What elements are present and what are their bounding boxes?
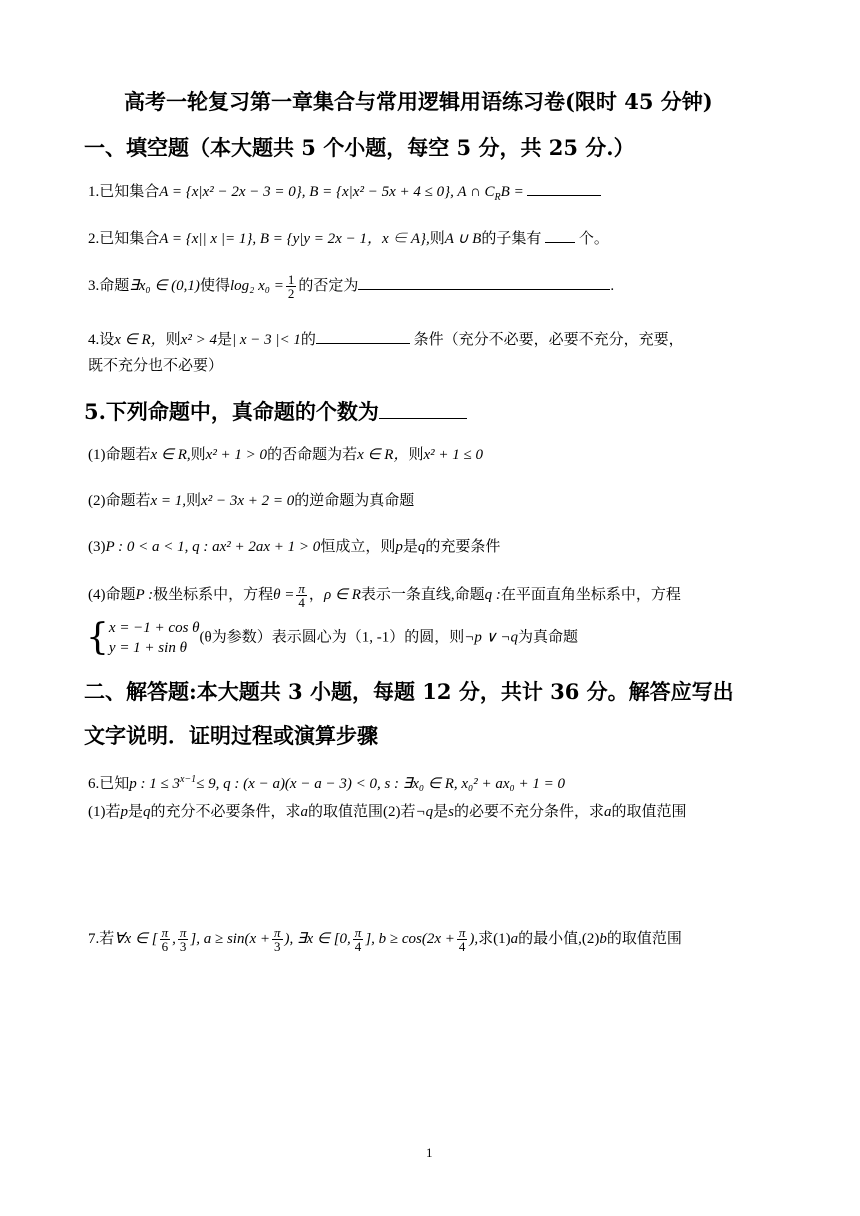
s4-math-5: ¬p ∨ ¬q xyxy=(464,629,518,646)
parametric-system xyxy=(109,618,200,658)
s4-text-6: (θ为参数）表示圆心为（1, -1）的圆，则 xyxy=(199,629,465,646)
q1-subscript: R xyxy=(494,192,501,203)
question-6 xyxy=(88,772,565,793)
s4-text-4: 表示一条直线,命题 xyxy=(360,586,485,603)
s3-text-3: 是 xyxy=(402,539,418,555)
s3-text-2: 恒成立，则 xyxy=(320,539,396,555)
question-4 xyxy=(88,328,684,349)
s4-text: (4)命题 xyxy=(88,586,136,603)
q7-text-2: 求(1) xyxy=(478,930,511,947)
q5-statement-3 xyxy=(88,535,500,556)
q6-math: p : 1 ≤ 3 xyxy=(129,776,180,792)
q3-fraction-denominator: 2 xyxy=(287,286,295,301)
question-5-heading xyxy=(84,396,467,426)
q7-math-3: ], a ≥ sin(x + xyxy=(190,930,270,947)
q7-f5-num: π xyxy=(458,925,466,940)
s2-text-3: 的逆命题为真命题 xyxy=(294,493,415,509)
q2-text-4: 个。 xyxy=(578,231,609,247)
s4-math-4: q : xyxy=(484,586,501,603)
q4-text-2: 则 xyxy=(165,332,181,348)
q2-math-2: A ∪ B xyxy=(444,231,482,247)
q7-fraction-4 xyxy=(353,926,364,953)
q3-end-period: . xyxy=(610,277,615,294)
q6-part-text-6: 的必要不充分条件，求 xyxy=(454,804,605,820)
q3-text-3: 的否定为 xyxy=(298,277,359,294)
q6-part-math-6: a xyxy=(604,804,612,820)
s1-math-4: x² + 1 ≤ 0 xyxy=(423,447,483,463)
q3-math: ∃x₀ ∈ (0,1) xyxy=(129,277,200,294)
q4-text: 设 xyxy=(99,332,115,348)
q2-text: 已知集合 xyxy=(99,231,160,247)
q2-number: 2. xyxy=(88,231,100,247)
q6-exponent: x−1 xyxy=(180,774,197,785)
q3-math-2: log₂ x₀ = xyxy=(229,277,284,294)
q7-number: 7. xyxy=(88,930,100,947)
question-6-parts xyxy=(88,800,687,821)
q6-number: 6. xyxy=(88,776,100,792)
q5-statement-2 xyxy=(88,489,414,510)
q7-math-5: ], b ≥ cos(2x + xyxy=(365,930,455,947)
q3-fraction xyxy=(286,273,297,300)
section-answer-heading-line-1: 二、解答题:本大题共 3 小题，每题 12 分，共计 36 分。解答应写出 xyxy=(84,679,734,704)
q3-text: 命题 xyxy=(99,277,130,294)
s3-text: (3) xyxy=(88,539,106,555)
q2-text-3: 的子集有 xyxy=(481,231,542,247)
q6-part-math: p xyxy=(120,804,128,820)
q1-math-end: B = xyxy=(500,184,528,200)
q7-text: 若 xyxy=(99,930,115,947)
q7-f2-den: 3 xyxy=(179,939,187,954)
left-brace-icon: { xyxy=(86,617,109,658)
q5-answer-blank xyxy=(379,400,467,419)
q6-part-math-3: a xyxy=(300,804,309,820)
s2-text: (2)命题若 xyxy=(88,493,151,509)
q4-text-3: 是 xyxy=(216,332,232,348)
q6-part-text-3: 的充分不必要条件，求 xyxy=(150,804,301,820)
s1-text-4: 则 xyxy=(408,447,424,463)
q7-f4-den: 4 xyxy=(354,939,362,954)
q1-math: A = {x|x² − 2x − 3 = 0}, B = {x|x² − 5x + 4 ≤ 0}, A ∩ C xyxy=(159,184,495,200)
q7-f2-num: π xyxy=(179,925,187,940)
q6-part-text-4: 的取值范围(2)若 xyxy=(308,804,416,820)
s4-math-2: θ = xyxy=(273,586,295,603)
s1-math-2: x² + 1 > 0 xyxy=(205,447,268,463)
q6-part-math-5: s xyxy=(448,804,455,820)
parametric-eq-1: x = −1 + cos θ xyxy=(108,620,200,636)
question-1 xyxy=(88,180,601,203)
q5-statement-4 xyxy=(88,582,681,609)
q7-math-4: ), ∃x ∈ [0, xyxy=(284,930,351,947)
q4-number: 4. xyxy=(88,332,100,348)
q6-text: 已知 xyxy=(99,776,130,792)
s1-text-3: 的否命题为若 xyxy=(267,447,358,463)
s4-text-3: ， xyxy=(308,586,324,603)
s1-math-3: x ∈ R， xyxy=(357,447,409,463)
q6-part-text-7: 的取值范围 xyxy=(611,804,687,820)
q4-math-2: x² > 4 xyxy=(180,332,217,348)
q4-text-4: 的 xyxy=(300,332,316,348)
q7-math: ∀x ∈ [ xyxy=(114,930,158,947)
q2-answer-blank xyxy=(545,228,575,243)
question-3 xyxy=(88,273,614,300)
s2-math: x = 1, xyxy=(150,493,187,509)
page-title: 高考一轮复习第一章集合与常用逻辑用语练习卷(限时 45 分钟) xyxy=(124,89,713,114)
q5-heading-text: 5.下列命题中，真命题的个数为 xyxy=(84,399,379,424)
s1-math: x ∈ R, xyxy=(150,447,191,463)
s1-text: (1)命题若 xyxy=(88,447,151,463)
q4-answer-blank xyxy=(316,329,410,344)
s4-math: P : xyxy=(135,586,154,603)
q6-part-text-2: 是 xyxy=(128,804,144,820)
s3-math-2: p xyxy=(395,539,403,555)
q7-math-7: a xyxy=(510,930,519,947)
q5-statement-1 xyxy=(88,443,483,464)
q1-number: 1. xyxy=(88,184,100,200)
q7-f4-num: π xyxy=(354,925,362,940)
q2-text-2: 则 xyxy=(429,231,445,247)
s1-text-2: 则 xyxy=(190,447,206,463)
q3-fraction-numerator: 1 xyxy=(287,272,295,287)
q6-math-2: ≤ 9, q : (x − a)(x − a − 3) < 0, s : ∃x₀ ∈ R, x₀² + ax₀ + 1 = 0 xyxy=(196,776,565,792)
question-4-cont: 既不充分也不必要） xyxy=(88,358,224,374)
q7-f1-num: π xyxy=(161,925,169,940)
q6-part-text: (1)若 xyxy=(88,804,121,820)
s4-fraction xyxy=(296,582,307,609)
q6-part-math-4: ¬q xyxy=(415,804,434,820)
q7-fraction-1 xyxy=(160,926,171,953)
section-answer-heading-line-2: 文字说明．证明过程或演算步骤 xyxy=(84,723,378,748)
parametric-eq-2: y = 1 + sin θ xyxy=(108,640,187,656)
q7-math-6: ), xyxy=(469,930,479,947)
q4-math-3: | x − 3 |< 1 xyxy=(231,332,301,348)
q3-text-2: 使得 xyxy=(199,277,230,294)
page-number: 1 xyxy=(426,1145,433,1160)
q7-math-2: , xyxy=(172,930,176,947)
section-fill-in-heading: 一、填空题（本大题共 5 个小题，每空 5 分，共 25 分.） xyxy=(84,135,635,160)
q7-fraction-5 xyxy=(457,926,468,953)
q1-answer-blank xyxy=(527,181,601,196)
q6-part-math-2: q xyxy=(143,804,151,820)
q7-fraction-2 xyxy=(178,926,189,953)
q7-f1-den: 6 xyxy=(161,939,169,954)
question-7 xyxy=(88,926,682,953)
q7-f3-num: π xyxy=(273,925,281,940)
question-2 xyxy=(88,227,609,248)
s4-fraction-denominator: 4 xyxy=(298,595,305,610)
s4-text-2: 极坐标系中，方程 xyxy=(153,586,274,603)
s4-text-5: 在平面直角坐标系中，方程 xyxy=(500,586,681,603)
s3-math-3: q xyxy=(417,539,426,555)
s2-math-2: x² − 3x + 2 = 0 xyxy=(201,493,295,509)
s3-text-4: 的充要条件 xyxy=(425,539,501,555)
q2-math: A = {x|| x |= 1}, B = {y|y = 2x − 1，x ∈ A}, xyxy=(159,231,430,247)
s4-math-3: ρ ∈ R xyxy=(323,586,361,603)
q7-text-4: 的取值范围 xyxy=(606,930,682,947)
q7-f3-den: 3 xyxy=(273,939,281,954)
q7-math-8: b xyxy=(599,930,607,947)
q7-fraction-3 xyxy=(272,926,283,953)
q6-part-text-5: 是 xyxy=(433,804,449,820)
q7-text-3: 的最小值,(2) xyxy=(518,930,600,947)
s2-text-2: 则 xyxy=(186,493,202,509)
q3-answer-blank xyxy=(358,275,610,290)
q5-statement-4-cont xyxy=(86,618,578,658)
s3-math: P : 0 < a < 1, q : ax² + 2ax + 1 > 0 xyxy=(105,539,321,555)
s4-fraction-numerator: π xyxy=(298,581,305,596)
s4-text-7: 为真命题 xyxy=(517,629,578,646)
q4-text-5: 条件（充分不必要，必要不充分，充要， xyxy=(413,332,684,348)
q3-number: 3. xyxy=(88,277,100,294)
q4-math: x ∈ R， xyxy=(114,332,166,348)
q1-text: 已知集合 xyxy=(99,184,160,200)
q7-f5-den: 4 xyxy=(458,939,466,954)
